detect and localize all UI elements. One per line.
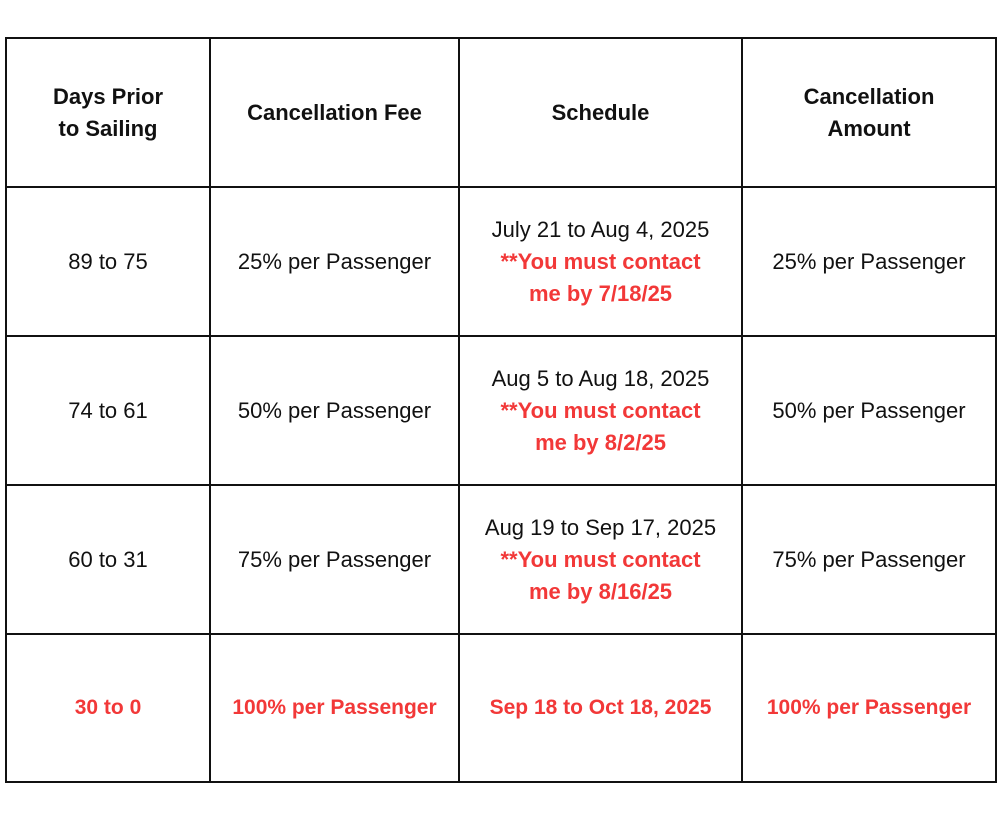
header-cancellation-amount: Cancellation Amount bbox=[742, 38, 996, 187]
header-cancellation-fee: Cancellation Fee bbox=[210, 38, 459, 187]
fee-cell: 25% per Passenger bbox=[210, 187, 459, 336]
fee-cell: 100% per Passenger bbox=[210, 634, 459, 782]
schedule-cell bbox=[459, 336, 742, 485]
amount-cell: 50% per Passenger bbox=[742, 336, 996, 485]
header-days-prior: Days Prior to Sailing bbox=[6, 38, 210, 187]
amount-cell: 75% per Passenger bbox=[742, 485, 996, 634]
table-row-final bbox=[6, 634, 996, 782]
schedule-dates: Aug 19 to Sep 17, 2025 bbox=[484, 514, 717, 540]
days-cell: 89 to 75 bbox=[6, 187, 210, 336]
days-cell: 30 to 0 bbox=[6, 634, 210, 782]
contact-notice: **You must contact bbox=[500, 546, 701, 572]
contact-deadline: me by 8/16/25 bbox=[528, 578, 673, 604]
contact-notice: **You must contact bbox=[500, 248, 701, 274]
schedule-cell: Sep 18 to Oct 18, 2025 bbox=[459, 634, 742, 782]
days-cell: 74 to 61 bbox=[6, 336, 210, 485]
days-cell: 60 to 31 bbox=[6, 485, 210, 634]
amount-cell: 100% per Passenger bbox=[742, 634, 996, 782]
schedule-cell bbox=[459, 187, 742, 336]
table-header-row bbox=[6, 38, 996, 187]
contact-notice: **You must contact bbox=[500, 397, 701, 423]
header-schedule: Schedule bbox=[459, 38, 742, 187]
fee-cell: 50% per Passenger bbox=[210, 336, 459, 485]
contact-deadline: me by 7/18/25 bbox=[528, 280, 673, 306]
schedule-dates: July 21 to Aug 4, 2025 bbox=[491, 216, 710, 242]
schedule-cell bbox=[459, 485, 742, 634]
table-row bbox=[6, 485, 996, 634]
amount-cell: 25% per Passenger bbox=[742, 187, 996, 336]
table-row bbox=[6, 336, 996, 485]
table-row bbox=[6, 187, 996, 336]
fee-cell: 75% per Passenger bbox=[210, 485, 459, 634]
schedule-dates: Aug 5 to Aug 18, 2025 bbox=[491, 365, 710, 391]
cancellation-policy-table bbox=[5, 37, 997, 783]
contact-deadline: me by 8/2/25 bbox=[535, 429, 666, 455]
